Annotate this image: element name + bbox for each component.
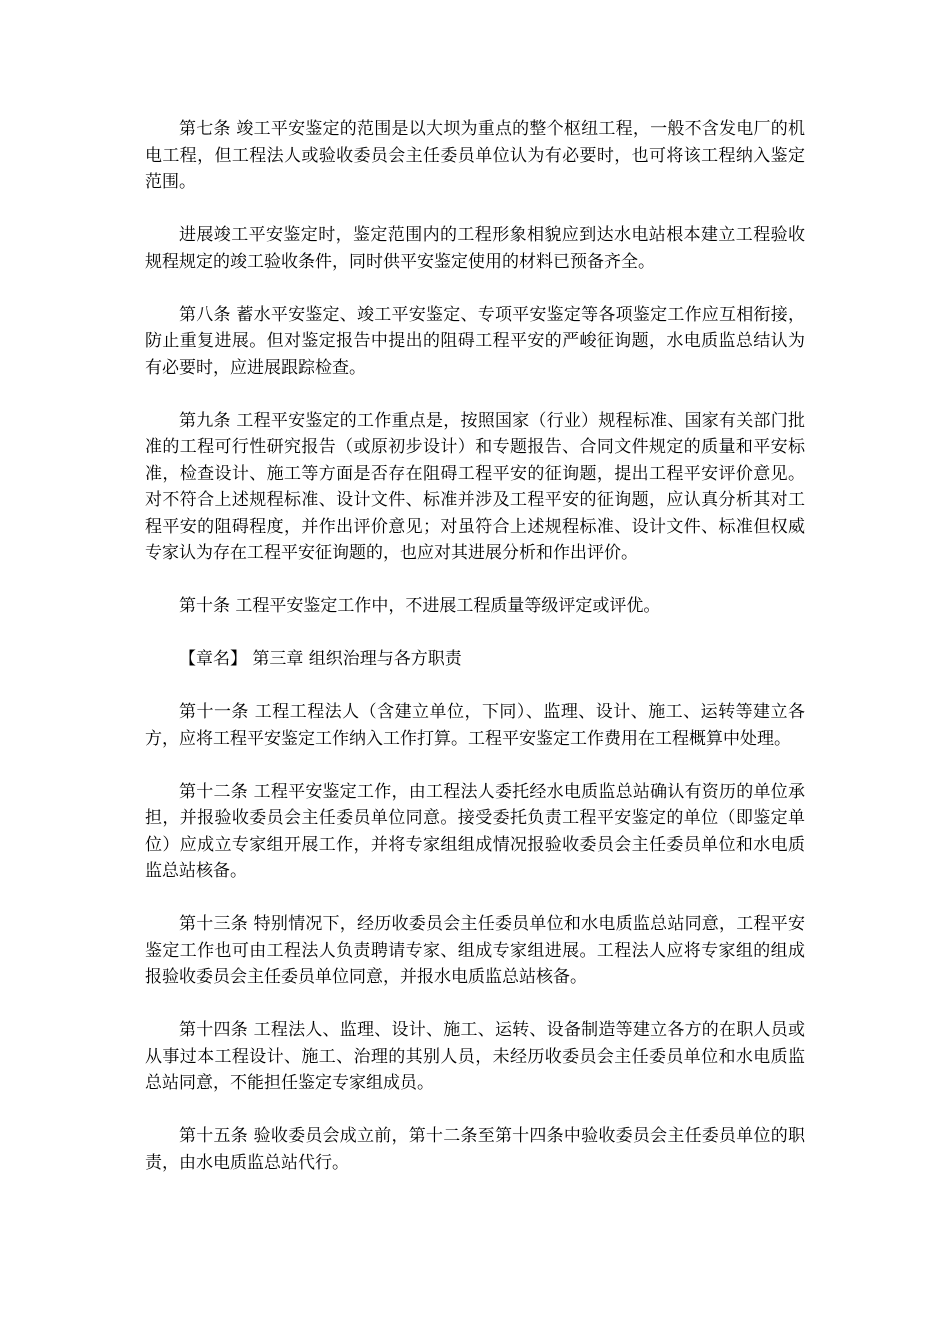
article-15-paragraph: 第十五条 验收委员会成立前，第十二条至第十四条中验收委员会主任委员单位的职责，由水电质监总站代行。 <box>145 1126 805 1173</box>
article-11-paragraph: 第十一条 工程工程法人（含建立单位，下同）、监理、设计、施工、运转等建立各方，应将工程平安鉴定工作纳入工作打算。工程平安鉴定工作费用在工程概算中处理。 <box>145 702 805 749</box>
article-13-paragraph: 第十三条 特别情况下，经历收委员会主任委员单位和水电质监总站同意，工程平安鉴定工作也可由工程法人负责聘请专家、组成专家组进展。工程法人应将专家组的组成报验收委员会主任委员单位同意，并报水电质监总站核备。 <box>145 914 805 987</box>
document-page <box>145 116 805 1203</box>
chapter-3-heading: 【章名】 第三章 组织治理与各方职责 <box>179 649 462 669</box>
article-12-paragraph: 第十二条 工程平安鉴定工作，由工程法人委托经水电质监总站确认有资历的单位承担，并报验收委员会主任委员单位同意。接受委托负责工程平安鉴定的单位（即鉴定单位）应成立专家组开展工作，并将专家组组成情况报验收委员会主任委员单位和水电质监总站核备。 <box>145 781 805 881</box>
completion-conditions-paragraph: 进展竣工平安鉴定时，鉴定范围内的工程形象相貌应到达水电站根本建立工程验收规程规定的竣工验收条件，同时供平安鉴定使用的材料已预备齐全。 <box>145 225 805 272</box>
article-9-paragraph: 第九条 工程平安鉴定的工作重点是，按照国家（行业）规程标准、国家有关部门批准的工程可行性研究报告（或原初步设计）和专题报告、合同文件规定的质量和平安标准，检查设计、施工等方面是否存在阻碍工程平安的征询题，提出工程平安评价意见。对不符合上述规程标准、设计文件、标准并涉及工程平安的征询题，应认真分析其对工程平安的阻碍程度，并作出评价意见；对虽符合上述规程标准、设计文件、标准但权威专家认为存在工程平安征询题的，也应对其进展分析和作出评价。 <box>145 410 805 563</box>
article-10-paragraph: 第十条 工程平安鉴定工作中，不进展工程质量等级评定或评优。 <box>179 596 661 616</box>
article-7-paragraph: 第七条 竣工平安鉴定的范围是以大坝为重点的整个枢纽工程，一般不含发电厂的机电工程，但工程法人或验收委员会主任委员单位认为有必要时，也可将该工程纳入鉴定范围。 <box>145 119 805 192</box>
article-14-paragraph: 第十四条 工程法人、监理、设计、施工、运转、设备制造等建立各方的在职人员或从事过本工程设计、施工、治理的其别人员，未经历收委员会主任委员单位和水电质监总站同意，不能担任鉴定专家组成员。 <box>145 1020 805 1093</box>
article-8-paragraph: 第八条 蓄水平安鉴定、竣工平安鉴定、专项平安鉴定等各项鉴定工作应互相衔接，防止重复进展。但对鉴定报告中提出的阻碍工程平安的严峻征询题，水电质监总结认为有必要时，应进展跟踪检查。 <box>145 304 805 378</box>
